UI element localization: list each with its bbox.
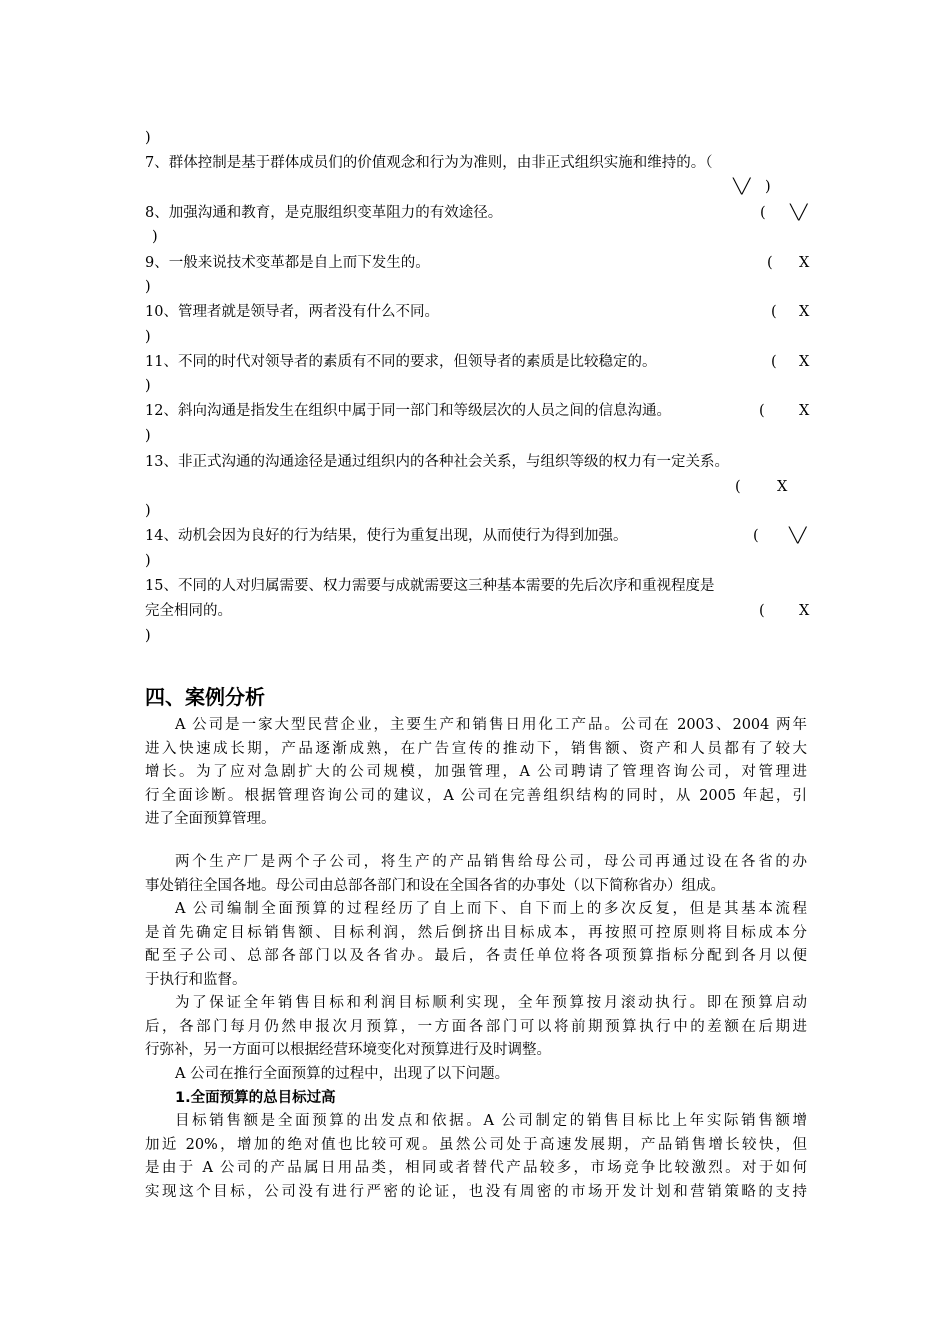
paragraph-line: 进入快速成长期，产品逐渐成熟，在广告宣传的推动下，销售额、资产和人员都有了较大	[145, 740, 807, 757]
paragraph-line: 是首先确定目标销售额、目标利润，然后倒挤出目标成本，再按照可控原则将目标成本分	[145, 924, 807, 941]
answer-open-paren: (	[771, 304, 777, 320]
answer-close-paren: )	[145, 279, 151, 295]
paragraph-line: A 公司在推行全面预算的过程中，出现了以下问题。	[175, 1066, 510, 1082]
answer-close-paren: )	[145, 329, 151, 345]
answer-open-paren: (	[767, 255, 773, 271]
question-7-answer	[733, 177, 771, 257]
question-15-text-continued: 完全相同的。	[145, 603, 232, 619]
case-paragraph-5	[145, 1063, 807, 1087]
paragraph-line: 于执行和监督。	[145, 971, 247, 988]
case-paragraph-3	[145, 898, 807, 992]
question-15-text: 15、不同的人对归属需要、权力需要与成就需要这三种基本需要的先后次序和重视程度是	[145, 578, 715, 594]
check-mark: ╲╱	[733, 179, 751, 195]
paragraph-line: 增长。为了应对急剧扩大的公司规模，加强管理，A 公司聘请了管理咨询公司，对管理进	[145, 764, 807, 780]
cross-mark: X	[799, 255, 810, 271]
cross-mark: X	[799, 403, 810, 419]
case-paragraph-4	[145, 992, 807, 1063]
paragraph-line: 加近 20%，增加的绝对值也比较可观。虽然公司处于高速发展期，产品销售增长较快，但	[145, 1136, 807, 1153]
question-15-answer	[759, 601, 810, 681]
check-mark: ╲╱	[790, 205, 808, 221]
cross-mark: X	[799, 354, 810, 370]
answer-close-paren: )	[152, 229, 158, 245]
answer-open-paren: (	[735, 479, 741, 495]
paragraph-line: 行弥补，另一方面可以根据经营环境变化对预算进行及时调整。	[145, 1042, 551, 1058]
answer-close-paren: )	[145, 628, 151, 644]
paragraph-line: 为了保证全年销售目标和利润目标顺利实现，全年预算按月滚动执行。即在预算启动	[175, 995, 807, 1011]
question-11-text: 11、不同的时代对领导者的素质有不同的要求，但领导者的素质是比较稳定的。	[145, 354, 657, 370]
question-7-text: 7、群体控制是基于群体成员们的价值观念和行为为准则，由非正式组织实施和维持的。（	[145, 155, 713, 171]
question-12-text: 12、斜向沟通是指发生在组织中属于同一部门和等级层次的人员之间的信息沟通。	[145, 403, 671, 419]
case-paragraph-1	[145, 714, 807, 832]
answer-open-paren: (	[771, 354, 777, 370]
paragraph-line: 目标销售额是全面预算的出发点和依据。A 公司制定的销售目标比上年实际销售额增	[175, 1113, 807, 1129]
paragraph-line: 两个生产厂是两个子公司，将生产的产品销售给母公司，母公司再通过设在各省的办	[175, 854, 807, 870]
answer-open-paren: (	[760, 205, 766, 221]
cross-mark: X	[777, 479, 788, 495]
paragraph-line: A 公司是一家大型民营企业，主要生产和销售日用化工产品。公司在 2003、2004 两年	[175, 717, 807, 733]
paragraph-line: 进了全面预算管理。	[145, 811, 276, 827]
question-9-text: 9、一般来说技术变革都是自上而下发生的。	[145, 255, 430, 271]
answer-close-paren: )	[145, 553, 151, 569]
answer-open-paren: (	[759, 603, 765, 619]
check-mark: ╲╱	[789, 528, 807, 544]
answer-close-paren: )	[145, 428, 151, 444]
section-heading-case-analysis: 四、案例分析	[145, 685, 265, 709]
question-14-text: 14、动机会因为良好的行为结果，使行为重复出现，从而使行为得到加强。	[145, 528, 628, 544]
question-10-text: 10、管理者就是领导者，两者没有什么不同。	[145, 304, 439, 320]
question-8-text: 8、加强沟通和教育，是克服组织变革阻力的有效途径。	[145, 205, 503, 221]
question-13-answer	[735, 477, 788, 557]
answer-close-paren: )	[765, 179, 771, 195]
case-paragraph-2	[145, 851, 807, 898]
paragraph-line: 是由于 A 公司的产品属日用品类，相同或者替代产品较多，市场竞争比较激烈。对于如何	[145, 1160, 807, 1176]
paragraph-line: 行全面诊断。根据管理咨询公司的建议，A 公司在完善组织结构的同时，从 2005 年起，引	[145, 787, 807, 804]
case-paragraph-6	[145, 1110, 807, 1204]
paragraph-line: 配至子公司、总部各部门以及各省办。最后，各责任单位将各项预算指标分配到各月以便	[145, 948, 807, 964]
answer-close-paren: )	[145, 130, 151, 146]
paragraph-line: 事处销往全国各地。母公司由总部各部门和设在全国各省的办事处（以下简称省办）组成。	[145, 877, 725, 894]
paragraph-line: 后，各部门每月仍然申报次月预算，一方面各部门可以将前期预算执行中的差额在后期进	[145, 1018, 807, 1035]
question-12-answer	[759, 401, 810, 481]
cross-mark: X	[799, 603, 810, 619]
question-14-answer	[753, 526, 807, 606]
cross-mark: X	[799, 304, 810, 320]
paragraph-line: A 公司编制全面预算的过程经历了自上而下、自下而上的多次反复，但是其基本流程	[175, 901, 807, 917]
answer-close-paren: )	[145, 378, 151, 394]
answer-open-paren: (	[753, 528, 759, 544]
paragraph-line: 实现这个目标，公司没有进行严密的论证，也没有周密的市场开发计划和营销策略的支持	[145, 1183, 807, 1200]
answer-close-paren: )	[145, 503, 151, 519]
question-13-text: 13、非正式沟通的沟通途径是通过组织内的各种社会关系，与组织等级的权力有一定关系。	[145, 454, 729, 470]
subheading-budget-target-too-high: 1.全面预算的总目标过高	[175, 1090, 336, 1106]
answer-open-paren: (	[759, 403, 765, 419]
